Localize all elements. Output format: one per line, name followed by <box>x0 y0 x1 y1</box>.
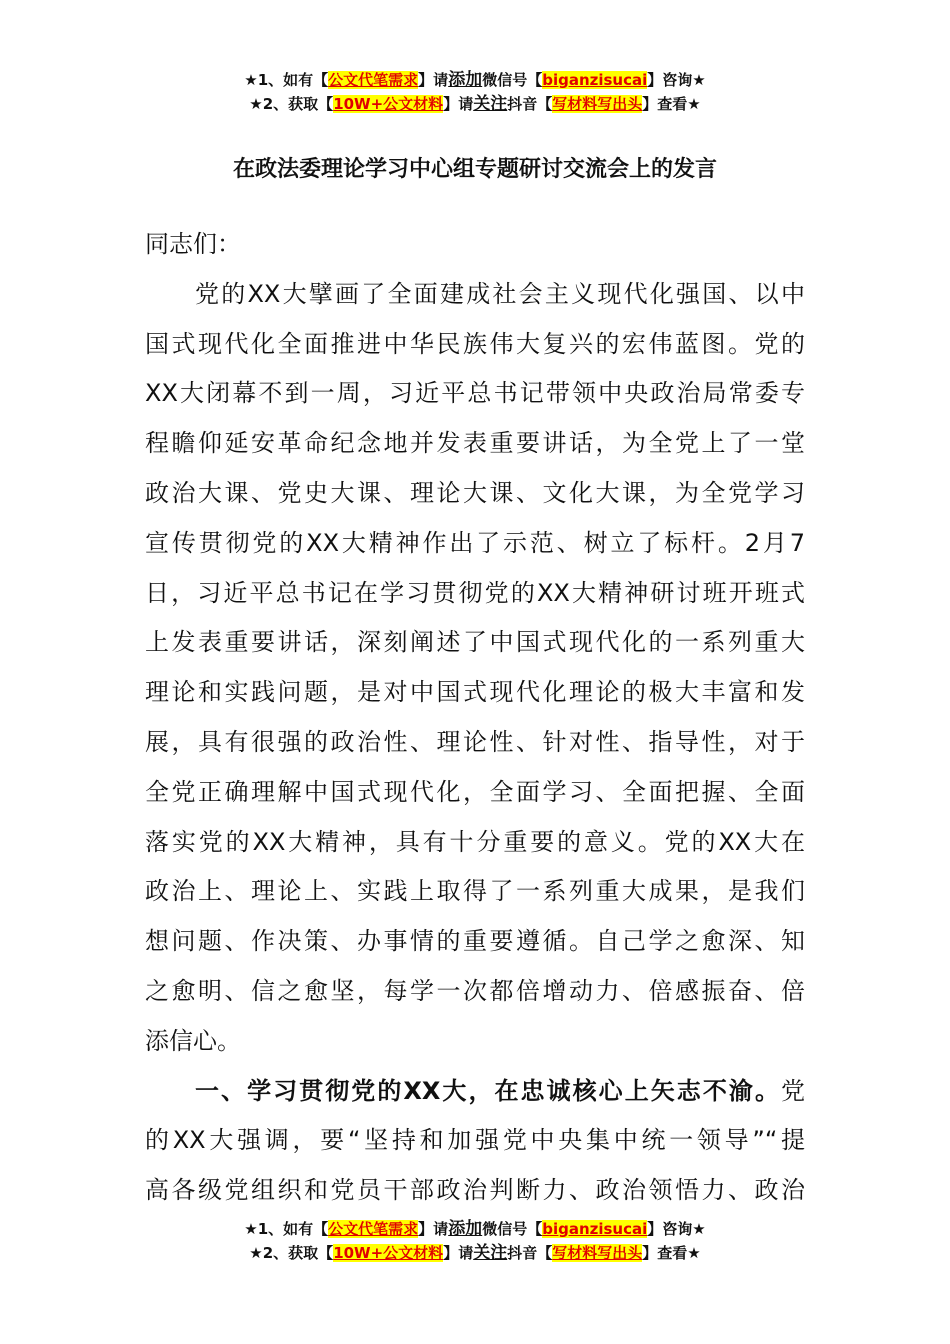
text-line: 全党正确理解中国式现代化，全面学习、全面把握、全面 <box>145 777 805 806</box>
text-line: 想问题、作决策、办事情的重要遵循。自己学之愈深、知 <box>145 927 805 956</box>
promo-banner-top <box>0 68 950 116</box>
text-line: 之愈明、信之愈坚，每学一次都倍增动力、倍感振奋、倍 <box>145 976 805 1005</box>
text-line: XX大闭幕不到一周，习近平总书记带领中央政治局常委专 <box>145 379 805 408</box>
salutation: 同志们： <box>145 230 241 258</box>
text-line: 的XX大强调，要“坚持和加强党中央集中统一领导”“提 <box>145 1126 805 1155</box>
text-line: 高各级党组织和党员干部政治判断力、政治领悟力、政治 <box>145 1176 805 1205</box>
promo-line-2: ★2、获取【10W+公文材料】请关注抖音【写材料写出头】查看★ <box>249 1243 701 1263</box>
text-line: 政治上、理论上、实践上取得了一系列重大成果，是我们 <box>145 877 805 906</box>
text-line: 政治大课、党史大课、理论大课、文化大课，为全党学习 <box>145 478 805 507</box>
section-heading: 一、学习贯彻党的XX大，在忠诚核心上矢志不渝。 <box>195 1076 781 1105</box>
promo-line-1: ★1、如有【公文代笔需求】请添加微信号【biganzisucai】咨询★ <box>244 70 706 90</box>
section-heading-line: 一、学习贯彻党的XX大，在忠诚核心上矢志不渝。党 <box>195 1076 805 1105</box>
text-line: 理论和实践问题，是对中国式现代化理论的极大丰富和发 <box>145 678 805 707</box>
document-title: 在政法委理论学习中心组专题研讨交流会上的发言 <box>232 157 717 182</box>
text-line: 展，具有很强的政治性、理论性、针对性、指导性，对于 <box>145 727 805 756</box>
text-line: 宣传贯彻党的XX大精神作出了示范、树立了标杆。2月7 <box>145 528 805 557</box>
document-body <box>145 220 805 1216</box>
text-line: 日，习近平总书记在学习贯彻党的XX大精神研讨班开班式 <box>145 578 805 607</box>
promo-banner-bottom <box>0 1217 950 1265</box>
paragraph-1 <box>145 270 805 1067</box>
text-line: 上发表重要讲话，深刻阐述了中国式现代化的一系列重大 <box>145 628 805 657</box>
promo-line-2: ★2、获取【10W+公文材料】请关注抖音【写材料写出头】查看★ <box>249 94 701 114</box>
paragraph-2 <box>145 1116 805 1216</box>
promo-line-1: ★1、如有【公文代笔需求】请添加微信号【biganzisucai】咨询★ <box>244 1219 706 1239</box>
text-line: 程瞻仰延安革命纪念地并发表重要讲话，为全党上了一堂 <box>145 429 805 458</box>
text-line: 添信心。 <box>145 1026 241 1055</box>
text-line: 落实党的XX大精神，具有十分重要的意义。党的XX大在 <box>145 827 805 856</box>
text-line: 国式现代化全面推进中华民族伟大复兴的宏伟蓝图。党的 <box>145 329 805 358</box>
text-line: 党的XX大擘画了全面建成社会主义现代化强国、以中 <box>195 279 805 308</box>
